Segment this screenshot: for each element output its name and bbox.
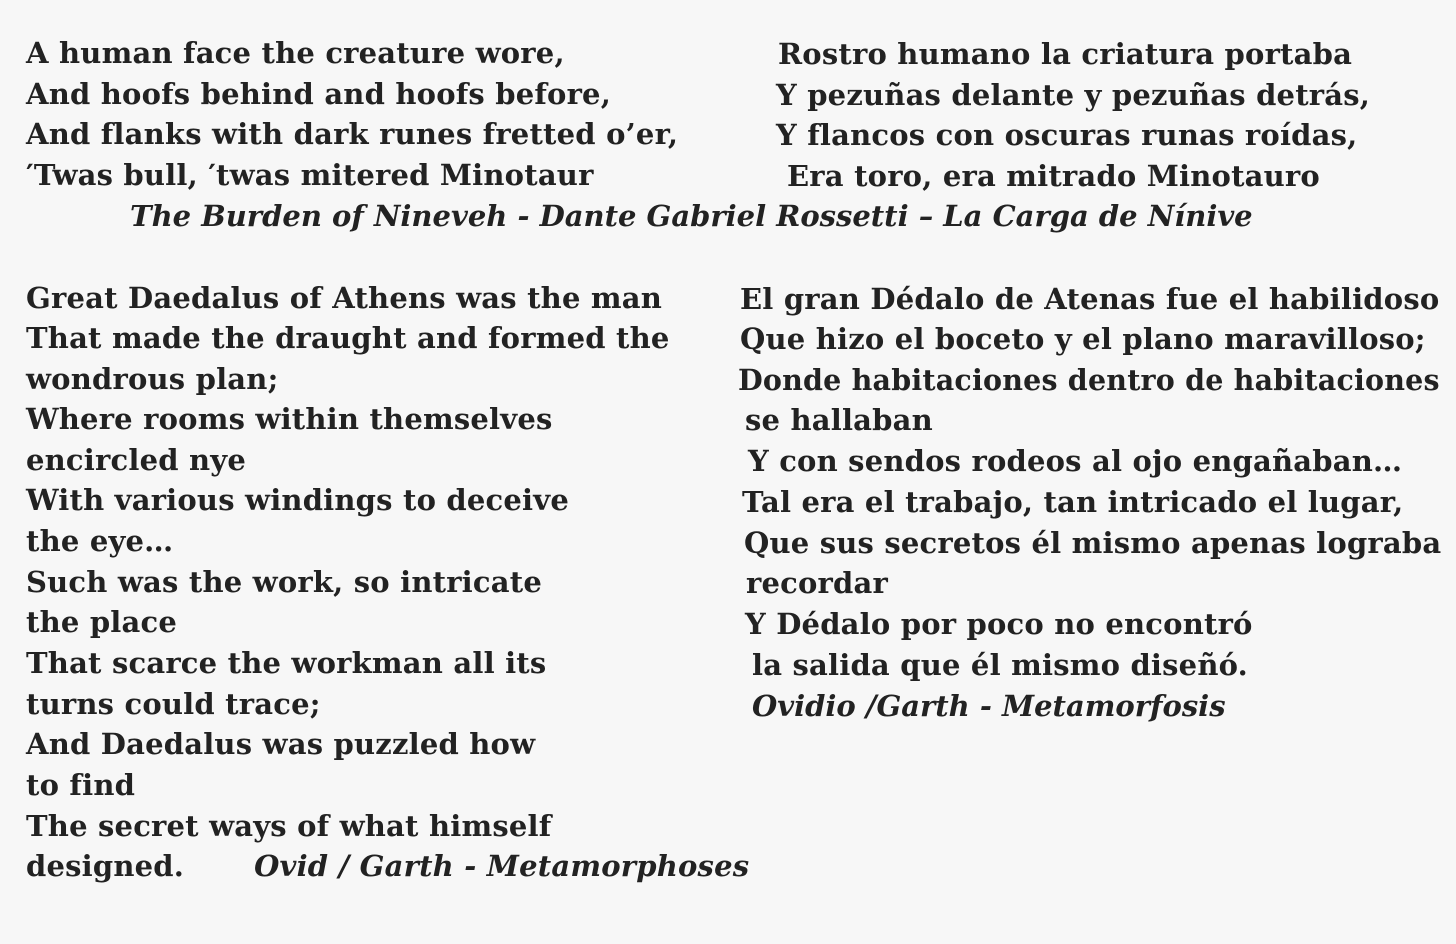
stanza2-english-line-10: That scarce the workman all its (26, 646, 547, 680)
stanza1-spanish-line-4: Era toro, era mitrado Minotauro (787, 159, 1320, 193)
stanza2-english-line-3: wondrous plan; (26, 362, 279, 396)
stanza2-spanish-line-6: Tal era el trabajo, tan intricado el lugar, (742, 485, 1404, 519)
stanza2-english-line-8: Such was the work, so intricate (26, 565, 542, 599)
stanza2-english-line-7: the eye… (26, 524, 174, 558)
stanza2-spanish-credit: Ovidio /Garth - Metamorfosis (752, 689, 1226, 723)
stanza2-spanish-line-8: recordar (746, 566, 888, 600)
stanza2-spanish-line-5: Y con sendos rodeos al ojo engañaban… (748, 444, 1403, 478)
stanza2-english-line-5: encircled nye (26, 443, 246, 477)
stanza1-english-line-2: And hoofs behind and hoofs before, (26, 77, 612, 111)
stanza2-spanish-line-1: El gran Dédalo de Atenas fue el habilidoso (740, 282, 1440, 316)
stanza2-english-line-12: And Daedalus was puzzled how (26, 727, 536, 761)
stanza2-english-line-15 (26, 846, 749, 886)
stanza2-spanish-line-3: Donde habitaciones dentro de habitaciones (738, 363, 1440, 397)
stanza2-spanish-line-9: Y Dédalo por poco no encontró (745, 607, 1253, 641)
stanza1-spanish-line-2: Y pezuñas delante y pezuñas detrás, (776, 78, 1371, 112)
stanza2-english-line-6: With various windings to deceive (26, 483, 569, 517)
stanza2-spanish-line-4: se hallaban (745, 403, 933, 437)
stanza2-spanish-line-2: Que hizo el boceto y el plano maravilloso; (740, 322, 1426, 356)
stanza2-english-credit: Ovid / Garth - Metamorphoses (254, 849, 750, 883)
stanza1-credit: The Burden of Nineveh - Dante Gabriel Rossetti – La Carga de Nínive (130, 199, 1253, 233)
stanza2-english-line-1: Great Daedalus of Athens was the man (26, 281, 663, 315)
stanza2-spanish-line-10: la salida que él mismo diseñó. (752, 648, 1248, 682)
stanza1-spanish-line-3: Y flancos con oscuras runas roídas, (776, 118, 1358, 152)
stanza2-english-line-13: to find (26, 768, 136, 802)
stanza1-english-line-1: A human face the creature wore, (26, 36, 565, 70)
stanza2-english-line-14: The secret ways of what himself (26, 809, 552, 843)
stanza1-english-line-3: And flanks with dark runes fretted o’er, (26, 117, 679, 151)
stanza2-english-line-2: That made the draught and formed the (26, 321, 670, 355)
stanza1-spanish-line-1: Rostro humano la criatura portaba (778, 37, 1353, 71)
stanza2-english-last-line: designed. (26, 849, 185, 883)
stanza2-english-line-4: Where rooms within themselves (26, 402, 553, 436)
stanza2-english-line-11: turns could trace; (26, 687, 321, 721)
stanza2-english-line-9: the place (26, 605, 178, 639)
stanza1-english-line-4: ′Twas bull, ′twas mitered Minotaur (26, 158, 594, 192)
stanza2-spanish-line-7: Que sus secretos él mismo apenas lograba (744, 526, 1442, 560)
